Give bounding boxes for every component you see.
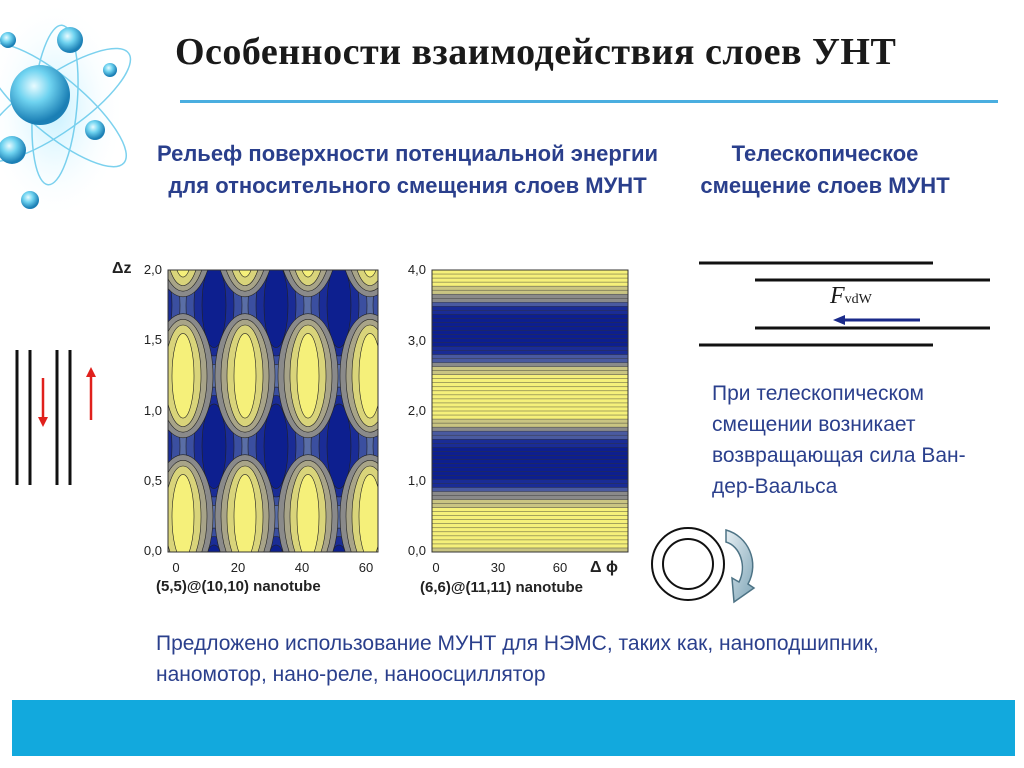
arrow-down-icon (38, 378, 48, 427)
layer-shift-schematic (10, 345, 100, 490)
x-axis-label: Δ ϕ (590, 559, 618, 576)
y-tick: 2,0 (407, 403, 426, 418)
rotation-icon (648, 522, 763, 607)
molecule-decoration (0, 0, 140, 250)
y-tick: 0,0 (407, 543, 426, 558)
force-symbol: F (830, 283, 845, 309)
y-tick: 4,0 (407, 262, 426, 277)
heading-potential-surface: Рельеф поверхности потенциальной энергии для относительного смещения слоев МУНТ (156, 141, 659, 198)
plot-caption: (5,5)@(10,10) nanotube (156, 578, 321, 595)
x-tick: 0 (432, 560, 440, 575)
y-tick: 0,0 (143, 543, 162, 558)
stripe-field (432, 270, 628, 552)
x-tick: 20 (230, 560, 246, 575)
force-subscript: vdW (844, 292, 872, 307)
heading-telescopic: Телескопическое смещение слоев МУНТ (700, 141, 950, 198)
contour-plot-55-1010 (110, 255, 400, 600)
y-tick: 1,0 (143, 403, 162, 418)
x-tick: 60 (552, 560, 568, 575)
y-tick: 1,5 (143, 332, 162, 347)
title-underline (180, 100, 998, 103)
x-tick: 30 (490, 560, 506, 575)
y-tick: 0,5 (143, 473, 162, 488)
contour-field (124, 255, 400, 600)
arrow-up-icon (86, 367, 96, 420)
y-axis-label: Δz (112, 260, 132, 277)
x-tick: 0 (172, 560, 180, 575)
footer-bar (12, 700, 1015, 756)
x-tick: 60 (358, 560, 374, 575)
y-tick: 1,0 (407, 473, 426, 488)
y-tick: 2,0 (143, 262, 162, 277)
y-tick: 3,0 (407, 333, 426, 348)
force-arrow-icon (833, 315, 920, 325)
contour-plot-66-1111 (390, 258, 640, 600)
force-label (830, 283, 872, 310)
nems-proposal: Предложено использование МУНТ для НЭМС, таких как, наноподшипник, наномотор, нано-реле, наноосциллятор (156, 632, 879, 686)
plot-caption: (6,6)@(11,11) nanotube (420, 579, 584, 596)
slide-title: Особенности взаимодействия слоев УНТ (175, 31, 897, 73)
restoring-force-note: При телескопическом смещении возникает возвращающая сила Ван-дер-Ваальса (712, 382, 966, 498)
x-tick: 40 (294, 560, 310, 575)
